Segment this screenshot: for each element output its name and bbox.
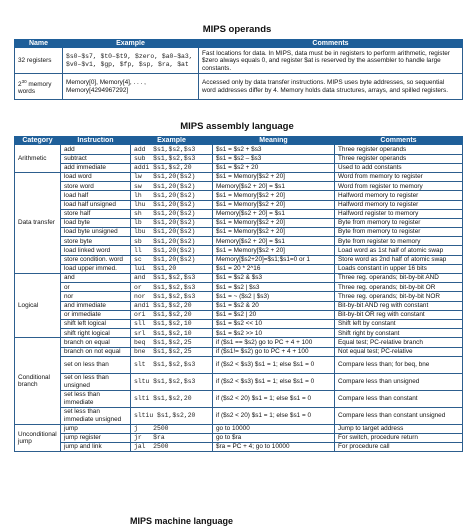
header-example: Example — [63, 40, 199, 48]
example-cell: sltiu $s1,$s2,20 — [131, 407, 213, 424]
category-cell: Unconditional jump — [15, 424, 61, 452]
meaning-cell: go to $ra — [213, 433, 335, 442]
meaning-cell: $s1 = Memory[$s2 + 20] — [213, 191, 335, 200]
operands-table — [14, 39, 463, 100]
instruction-cell: load linked word — [61, 246, 131, 255]
instruction-cell: jump and link — [61, 443, 131, 452]
table-row — [15, 347, 463, 356]
table-row — [15, 154, 463, 163]
instruction-cell: or immediate — [61, 310, 131, 319]
operand-example: Memory[0], Memory[4], . . . , Memory[4294967292] — [63, 74, 199, 100]
example-cell: srl $s1,$s2,10 — [131, 329, 213, 338]
comments-cell: Compare less than unsigned — [335, 373, 463, 390]
example-cell: beq $s1,$s2,25 — [131, 338, 213, 347]
instruction-cell: load byte unsigned — [61, 228, 131, 237]
example-cell: lhu $s1,20($s2) — [131, 200, 213, 209]
comments-cell: Compare less than constant unsigned — [335, 407, 463, 424]
comments-cell: Shift right by constant — [335, 329, 463, 338]
comments-cell: Bit-by-bit AND reg with constant — [335, 301, 463, 310]
operands-header-row — [15, 40, 463, 48]
instruction-cell: store byte — [61, 237, 131, 246]
meaning-cell: $s1 = $s2 + $s3 — [213, 145, 335, 154]
example-cell: sll $s1,$s2,10 — [131, 319, 213, 328]
meaning-cell: $s1 = Memory[$s2 + 20] — [213, 246, 335, 255]
table-row — [15, 283, 463, 292]
instruction-cell: load word — [61, 172, 131, 181]
example-cell: slti $s1,$s2,20 — [131, 390, 213, 407]
table-row — [15, 443, 463, 452]
meaning-cell: Memory[$s2 + 20] = $s1 — [213, 182, 335, 191]
meaning-cell: $s1 = 20 * 2^16 — [213, 264, 335, 273]
meaning-cell: $s1 = $s2 | $s3 — [213, 283, 335, 292]
comments-cell: Loads constant in upper 16 bits — [335, 264, 463, 273]
comments-cell: Three reg. operands; bit-by-bit AND — [335, 274, 463, 283]
instruction-cell: nor — [61, 292, 131, 301]
table-row — [15, 433, 463, 442]
table-row — [15, 209, 463, 218]
category-cell: Logical — [15, 274, 61, 338]
table-row — [15, 292, 463, 301]
instruction-cell: store condition. word — [61, 255, 131, 264]
header-example: Example — [131, 137, 213, 145]
table-row — [15, 264, 463, 273]
table-row — [15, 390, 463, 407]
example-cell: lui $s1,20 — [131, 264, 213, 273]
assembly-table — [14, 136, 463, 452]
table-row — [15, 373, 463, 390]
instruction-cell: or — [61, 283, 131, 292]
header-comments: Comments — [199, 40, 463, 48]
meaning-cell: if ($s2 < $s3) $s1 = 1; else $s1 = 0 — [213, 356, 335, 373]
instruction-cell: set on less than — [61, 356, 131, 373]
table-row — [15, 319, 463, 328]
instruction-cell: subtract — [61, 154, 131, 163]
table-row — [15, 218, 463, 227]
example-cell: ll $s1,20($s2) — [131, 246, 213, 255]
category-cell: Arithmetic — [15, 145, 61, 173]
operand-name: $2^{30}$ memory words — [15, 74, 63, 100]
next-table-title-cut: MIPS machine language — [130, 516, 234, 526]
comments-cell: Three register operands — [335, 154, 463, 163]
operand-example: $s0–$s7, $t0–$t9, $zero, $a0–$a3, $v0–$v1, $gp, $fp, $sp, $ra, $at — [63, 48, 199, 74]
example-cell: nor $s1,$s2,$s3 — [131, 292, 213, 301]
example-cell: ori $s1,$s2,20 — [131, 310, 213, 319]
comments-cell: Byte from memory to register — [335, 218, 463, 227]
meaning-cell: Memory[$s2 + 20] = $s1 — [213, 209, 335, 218]
example-cell: lw $s1,20($s2) — [131, 172, 213, 181]
comments-cell: For switch, procedure return — [335, 433, 463, 442]
instruction-cell: store half — [61, 209, 131, 218]
category-cell: Conditional branch — [15, 338, 61, 424]
meaning-cell: go to 10000 — [213, 424, 335, 433]
example-cell: lb $s1,20($s2) — [131, 218, 213, 227]
table-row — [15, 407, 463, 424]
meaning-cell: $ra = PC + 4; go to 10000 — [213, 443, 335, 452]
meaning-cell: $s1 = ~ ($s2 | $s3) — [213, 292, 335, 301]
assembly-header-row — [15, 137, 463, 145]
comments-cell: Used to add constants — [335, 163, 463, 172]
meaning-cell: $s1 = Memory[$s2 + 20] — [213, 228, 335, 237]
meaning-cell: $s1 = $s2 & $s3 — [213, 274, 335, 283]
table-row — [15, 191, 463, 200]
comments-cell: Byte from memory to register — [335, 228, 463, 237]
comments-cell: Bit-by-bit OR reg with constant — [335, 310, 463, 319]
meaning-cell: if ($s2 < 20) $s1 = 1; else $s1 = 0 — [213, 407, 335, 424]
comments-cell: Shift left by constant — [335, 319, 463, 328]
example-cell: or $s1,$s2,$s3 — [131, 283, 213, 292]
comments-cell: Halfword register to memory — [335, 209, 463, 218]
header-comments: Comments — [335, 137, 463, 145]
table-row — [15, 74, 463, 100]
assembly-title: MIPS assembly language — [180, 121, 294, 132]
table-row — [15, 246, 463, 255]
header-category: Category — [15, 137, 61, 145]
meaning-cell: $s1 = Memory[$s2 + 20] — [213, 200, 335, 209]
comments-cell: Compare less than constant — [335, 390, 463, 407]
table-row — [15, 163, 463, 172]
instruction-cell: load upper immed. — [61, 264, 131, 273]
example-cell: sb $s1,20($s2) — [131, 237, 213, 246]
comments-cell: Word from register to memory — [335, 182, 463, 191]
comments-cell: Three reg. operands; bit-by-bit OR — [335, 283, 463, 292]
comments-cell: Byte from register to memory — [335, 237, 463, 246]
table-row — [15, 274, 463, 283]
example-cell: lh $s1,20($s2) — [131, 191, 213, 200]
operand-comments: Fast locations for data. In MIPS, data must be in registers to perform arithmetic, register $zero always equals 0, and register $at is reserved by the assembler to handle large constants. — [199, 48, 463, 74]
instruction-cell: branch on not equal — [61, 347, 131, 356]
header-meaning: Meaning — [213, 137, 335, 145]
example-cell: and $s1,$s2,$s3 — [131, 274, 213, 283]
instruction-cell: load byte — [61, 218, 131, 227]
table-row — [15, 424, 463, 433]
comments-cell: Not equal test; PC-relative — [335, 347, 463, 356]
table-row — [15, 145, 463, 154]
instruction-cell: set on less than unsigned — [61, 373, 131, 390]
comments-cell: Jump to target address — [335, 424, 463, 433]
meaning-cell: $s1 = $s2 >> 10 — [213, 329, 335, 338]
example-cell: slt $s1,$s2,$s3 — [131, 356, 213, 373]
instruction-cell: load half unsigned — [61, 200, 131, 209]
instruction-cell: and immediate — [61, 301, 131, 310]
comments-cell: Word from memory to register — [335, 172, 463, 181]
meaning-cell: if ($s2 < $s3) $s1 = 1; else $s1 = 0 — [213, 373, 335, 390]
table-row — [15, 237, 463, 246]
comments-cell: Three reg. operands; bit-by-bit NOR — [335, 292, 463, 301]
example-cell: sw $s1,20($s2) — [131, 182, 213, 191]
comments-cell: Halfword memory to register — [335, 200, 463, 209]
instruction-cell: set less than immediate unsigned — [61, 407, 131, 424]
example-cell: addi $s1,$s2,20 — [131, 163, 213, 172]
table-row — [15, 182, 463, 191]
operand-name: 32 registers — [15, 48, 63, 74]
example-cell: jr $ra — [131, 433, 213, 442]
table-row — [15, 172, 463, 181]
meaning-cell: if ($s1!= $s2) go to PC + 4 + 100 — [213, 347, 335, 356]
instruction-cell: set less than immediate — [61, 390, 131, 407]
example-cell: sltu $s1,$s2,$s3 — [131, 373, 213, 390]
table-row — [15, 329, 463, 338]
meaning-cell: $s1 = $s2 + 20 — [213, 163, 335, 172]
example-cell: andi $s1,$s2,20 — [131, 301, 213, 310]
example-cell: add $s1,$s2,$s3 — [131, 145, 213, 154]
instruction-cell: jump register — [61, 433, 131, 442]
assembly-table-body — [15, 145, 463, 452]
comments-cell: Equal test; PC-relative branch — [335, 338, 463, 347]
comments-cell: Halfword memory to register — [335, 191, 463, 200]
instruction-cell: store word — [61, 182, 131, 191]
table-row — [15, 228, 463, 237]
table-row — [15, 338, 463, 347]
comments-cell: Store word as 2nd half of atomic swap — [335, 255, 463, 264]
example-cell: sub $s1,$s2,$s3 — [131, 154, 213, 163]
table-row — [15, 255, 463, 264]
meaning-cell: if ($s1 == $s2) go to PC + 4 + 100 — [213, 338, 335, 347]
instruction-cell: shift right logical — [61, 329, 131, 338]
instruction-cell: and — [61, 274, 131, 283]
meaning-cell: Memory[$s2+20]=$s1;$s1=0 or 1 — [213, 255, 335, 264]
meaning-cell: if ($s2 < 20) $s1 = 1; else $s1 = 0 — [213, 390, 335, 407]
example-cell: sh $s1,20($s2) — [131, 209, 213, 218]
meaning-cell: $s1 = Memory[$s2 + 20] — [213, 172, 335, 181]
meaning-cell: $s1 = $s2 – $s3 — [213, 154, 335, 163]
example-cell: sc $s1,20($s2) — [131, 255, 213, 264]
meaning-cell: $s1 = $s2 << 10 — [213, 319, 335, 328]
table-row — [15, 48, 463, 74]
table-row — [15, 200, 463, 209]
table-row — [15, 301, 463, 310]
instruction-cell: branch on equal — [61, 338, 131, 347]
comments-cell: For procedure call — [335, 443, 463, 452]
header-instruction: Instruction — [61, 137, 131, 145]
comments-cell: Load word as 1st half of atomic swap — [335, 246, 463, 255]
example-cell: jal 2500 — [131, 443, 213, 452]
meaning-cell: Memory[$s2 + 20] = $s1 — [213, 237, 335, 246]
example-cell: j 2500 — [131, 424, 213, 433]
meaning-cell: $s1 = $s2 & 20 — [213, 301, 335, 310]
header-name: Name — [15, 40, 63, 48]
example-cell: lbu $s1,20($s2) — [131, 228, 213, 237]
operands-title: MIPS operands — [202, 24, 272, 35]
instruction-cell: shift left logical — [61, 319, 131, 328]
comments-cell: Three register operands — [335, 145, 463, 154]
instruction-cell: add immediate — [61, 163, 131, 172]
instruction-cell: jump — [61, 424, 131, 433]
operand-comments: Accessed only by data transfer instructions. MIPS uses byte addresses, so sequential word addresses differ by 4. Memory holds data structures, arrays, and spilled registers. — [199, 74, 463, 100]
table-row — [15, 356, 463, 373]
example-cell: bne $s1,$s2,25 — [131, 347, 213, 356]
meaning-cell: $s1 = $s2 | 20 — [213, 310, 335, 319]
category-cell: Data transfer — [15, 172, 61, 273]
table-row — [15, 310, 463, 319]
instruction-cell: add — [61, 145, 131, 154]
instruction-cell: load half — [61, 191, 131, 200]
meaning-cell: $s1 = Memory[$s2 + 20] — [213, 218, 335, 227]
comments-cell: Compare less than; for beq, bne — [335, 356, 463, 373]
